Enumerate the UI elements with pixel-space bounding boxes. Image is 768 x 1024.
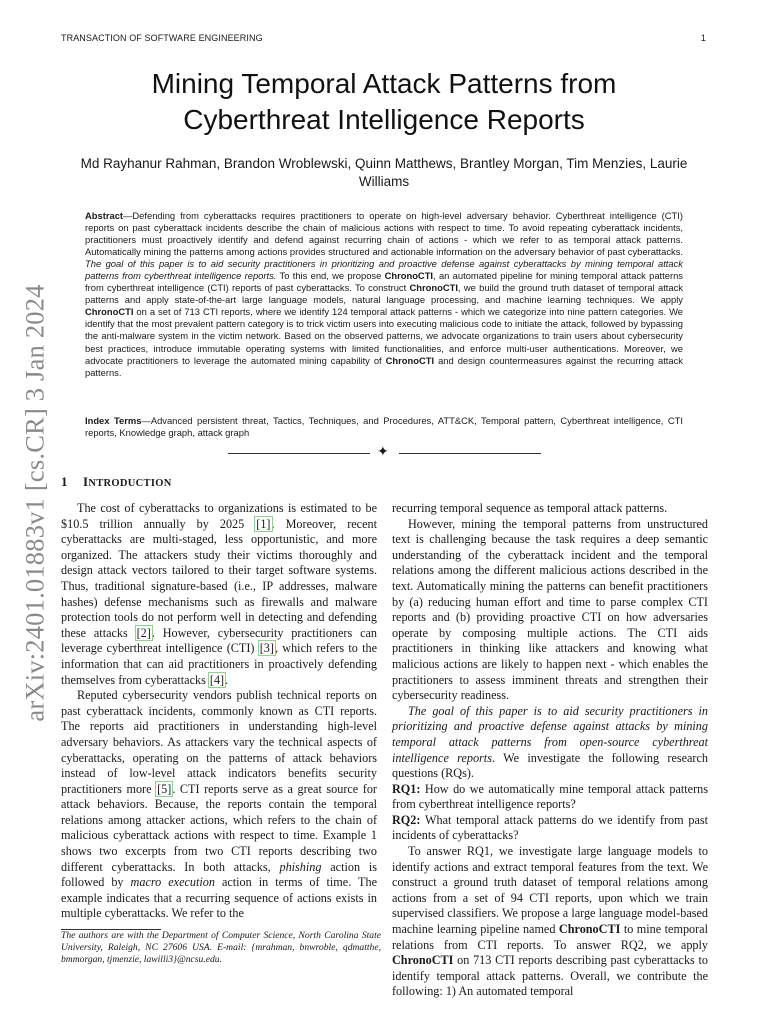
journal-name: TRANSACTION OF SOFTWARE ENGINEERING <box>61 33 263 43</box>
paper-title: Mining Temporal Attack Patterns from Cyberthreat Intelligence Reports <box>151 68 617 135</box>
citation-link[interactable]: [5] <box>157 781 172 796</box>
text-run: . Moreover, recent cyberattacks are multi-staged, less opportunistic, and more organized. The attackers study their victims thoroughly and design attack vectors tailored to their target software systems. Thus, traditional signature-based (i.e., IP addresses, malware hashes) defense mechanisms such as firewalls and malware protection tools do not perform well in detecting and defending these attacks <box>61 516 377 640</box>
paragraph <box>61 501 377 688</box>
section-number: 1 <box>61 474 68 489</box>
tool-name: ChronoCTI <box>409 282 458 294</box>
left-column <box>61 501 377 922</box>
section-title-initial: I <box>83 474 89 489</box>
abstract-text-1: —Defending from cyberattacks requires practitioners to operate on high-level adversary behavior. Cyberthreat intelligence (CTI) reports on past cyberattack incidents describe the chain of malicious actions with respect to time. To avoid repeating cyberattack incidents, practitioners must proactively identify and defend against recurring chain of actions - which we refer to as temporal attack patterns. Automatically mining the patterns among actions provides structured and actionable information on the adversary behavior of past cyberattacks. <box>85 210 683 258</box>
tool-name: ChronoCTI <box>558 922 621 937</box>
index-terms-text: —Advanced persistent threat, Tactics, Techniques, and Procedures, ATT&CK, Temporal pattern, Cyberthreat intelligence, CTI reports, Knowledge graph, attack graph <box>85 415 683 439</box>
right-column <box>392 501 708 1000</box>
text-run: To answer RQ1, we investigate large language models to identify actions and extract temporal features from the text. We construct a ground truth dataset of temporal relations among actions from a set of 94 CTI reports, upon which we train supervised classifiers. We propose a large language model-based machine learning pipeline named <box>392 844 708 937</box>
text-run: action is followed by <box>61 859 377 890</box>
abstract-text-5: on a set of 713 CTI reports, where we identify 124 temporal attack patterns - which we categorize into nine pattern categories. We identify that the most prevalent pattern category is to trick victim users into executing malicious code to initiate the attack, followed by bypassing the anti-malware system in the victim network. Based on the observed patterns, we advocate organizations to train users about cybersecurity best practices, introduce immutable operating systems with limited functionalities, and enforce multi-user authentications. Moreover, we advocate practitioners to leverage the automated mining capability of <box>85 306 683 366</box>
text-run: to mine temporal relations from CTI reports. To answer RQ2, we apply <box>392 922 708 952</box>
abstract-goal: The goal of this paper is to aid security practitioners in prioritizing and proactive defense against cyberattacks by mining temporal attack patterns from cyberthreat intelligence reports. <box>85 258 683 282</box>
paragraph: However, mining the temporal patterns from unstructured text is challenging because the task requires a deep semantic understanding of the cyberattack incident and the temporal relations among the different malicious actions described in the text. Automatically mining the patterns can benefit practitioners by (a) reducing human effort and time to parse complex CTI reports and (b) providing proactive CTI on how adversaries operate by composing multiple actions. The CTI aids practitioners in thinking like attackers and knowing what malicious actions are likely to happen next - which enables the practitioners to assess imminent threats and strengthen their cybersecurity readiness. <box>392 516 708 703</box>
tool-name: ChronoCTI <box>385 354 435 366</box>
citation-link[interactable]: [1] <box>256 516 271 531</box>
abstract-text-2: To this end, we propose <box>276 270 385 282</box>
tool-name: ChronoCTI <box>384 270 434 282</box>
rq-label: RQ1: <box>392 781 421 796</box>
goal-statement: The goal of this paper is to aid security practitioners in prioritizing and proactive defense against attacks by mining temporal attack patterns from open-source cyberthreat intelligence reports <box>392 703 708 765</box>
page-number: 1 <box>700 33 706 43</box>
index-terms-label: Index Terms <box>85 415 142 426</box>
abstract-label: Abstract <box>85 210 124 221</box>
section-title-rest: NTRODUCTION <box>88 478 172 489</box>
emphasis: macro execution <box>130 875 215 890</box>
text-run: How do we automatically mine temporal attack patterns from cyberthreat intelligence reports? <box>392 781 708 812</box>
abstract-text-6: and design countermeasures against the recurring attack patterns. <box>85 354 683 378</box>
author-list: Md Rayhanur Rahman, Brandon Wroblewski, Quinn Matthews, Brantley Morgan, Tim Menzies, Laurie Williams <box>80 156 688 189</box>
text-run: . CTI reports serve as a great source for attack behaviors. Because, the reports contain the temporal relations among attacker actions, which refers to the chain of malicious cyberattack actions with respect to time. Example 1 shows two excerpts from two CTI reports describing two different cyberattacks. In both attacks, <box>61 781 377 874</box>
text-run: . <box>225 672 229 687</box>
text-run: . However, cybersecurity practitioners can leverage cyberthreat intelligence (CTI) <box>61 625 377 656</box>
abstract-text-4: , we build the ground truth dataset of temporal attack patterns and apply state-of-the-art large language models, natural language processing, and machine learning techniques. We apply <box>85 282 683 306</box>
text-run: on 713 CTI reports describing past cyberattacks to identify temporal attack patterns. Overall, we contribute the following: 1) An automated temporal <box>392 953 708 999</box>
divider-rule-left <box>228 453 370 454</box>
index-terms <box>85 415 683 440</box>
abstract <box>85 210 683 379</box>
divider-ornament-icon: ✦ <box>377 445 389 460</box>
text-run: Reputed cybersecurity vendors publish technical reports on past cyberattack incidents, commonly known as CTI reports. The reports aid practitioners in understanding high-level adversary behaviors. As attackers vary the technical aspects of cyberattacks, operating on the patterns of attack behaviors instead of low-level attack indicators benefits security practitioners more <box>61 688 377 796</box>
paragraph <box>392 844 708 1000</box>
text-run: action in terms of time. The example indicates that a recurring sequence of actions exists in multiple cyberattacks. We refer to the <box>61 875 377 921</box>
text-run: , which refers to the information that can aid practitioners in proactively defending themselves from cyberattacks <box>61 641 377 687</box>
citation-link[interactable]: [2] <box>136 625 151 640</box>
divider-rule-right <box>399 453 541 454</box>
paragraph <box>61 688 377 922</box>
text-run: . We investigate the following research questions (RQs). <box>392 750 708 781</box>
research-question <box>392 813 708 844</box>
section-heading <box>61 474 172 490</box>
author-affiliation-footnote: The authors are with the Department of Computer Science, North Carolina State University, Raleigh, NC 27606 USA. E-mail: {mrahman, bnwroble, qdmatthe, bmmorgan, tjmenzie, lawilli3}@ncsu.edu. <box>61 930 381 965</box>
arxiv-identifier: arXiv:2401.01883v1 [cs.CR] 3 Jan 2024 <box>19 284 50 722</box>
arxiv-stamp <box>18 284 52 722</box>
research-question <box>392 782 708 813</box>
abstract-text-3: , an automated pipeline for mining temporal attack patterns from cyberthreat intelligence (CTI) reports of past cyberattacks. To construct <box>85 270 683 294</box>
emphasis: phishing <box>279 859 322 874</box>
paragraph: recurring temporal sequence as temporal attack patterns. <box>392 501 668 515</box>
tool-name: ChronoCTI <box>392 953 454 968</box>
section-divider <box>228 447 541 461</box>
running-header <box>61 33 706 47</box>
text-run: What temporal attack patterns do we identify from past incidents of cyberattacks? <box>392 812 708 843</box>
citation-link[interactable]: [4] <box>209 672 225 687</box>
citation-link[interactable]: [3] <box>259 641 274 656</box>
rq-label: RQ2: <box>392 812 421 827</box>
paragraph <box>392 704 708 782</box>
tool-name: ChronoCTI <box>85 306 134 318</box>
text-run: The cost of cyberattacks to organizations is estimated to be $10.5 trillion annually by 2025 <box>61 501 377 531</box>
